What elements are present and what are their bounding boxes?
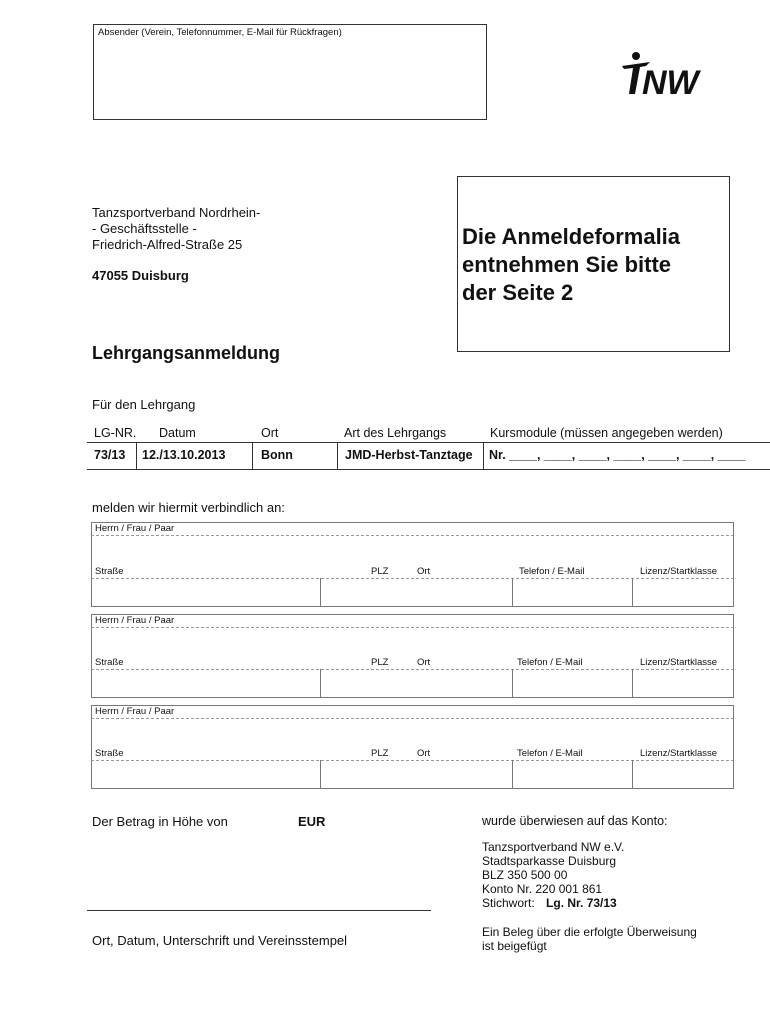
phone-field[interactable] <box>513 761 632 789</box>
street-label: Straße <box>95 566 124 577</box>
plz-label: PLZ <box>371 748 389 759</box>
ort-label: Ort <box>417 657 431 668</box>
sender-field-label: Absender (Verein, Telefonnummer, E-Mail für Rückfragen) <box>98 27 342 38</box>
receipt-note <box>482 925 697 953</box>
course-row <box>87 442 770 470</box>
person-field[interactable] <box>91 719 734 747</box>
bank-details <box>482 840 624 910</box>
course-header <box>87 426 770 442</box>
recipient-line: Friedrich-Alfred-Straße 25 <box>92 237 243 252</box>
header-lg-nr: LG-NR. <box>94 426 137 440</box>
bank-line: Konto Nr. 220 001 861 <box>482 882 603 896</box>
plz-label: PLZ <box>371 657 389 668</box>
phone-label: Telefon / E-Mail <box>517 657 583 668</box>
bank-line: Tanzsportverband NW e.V. <box>482 840 625 854</box>
transfer-label: wurde überwiesen auf das Konto: <box>482 814 668 828</box>
license-field[interactable] <box>633 670 734 698</box>
person-label: Herrn / Frau / Paar <box>95 615 175 626</box>
bank-line: Stadtsparkasse Duisburg <box>482 854 617 868</box>
course-datum: 12./13.10.2013 <box>142 448 226 462</box>
notice-line: entnehmen Sie bitte <box>462 252 672 277</box>
course-lg-nr: 73/13 <box>94 448 126 462</box>
license-label: Lizenz/Startklasse <box>640 748 718 759</box>
registration-block <box>91 614 734 698</box>
keyword-label: Stichwort: <box>482 896 535 910</box>
phone-field[interactable] <box>513 579 632 607</box>
person-label: Herrn / Frau / Paar <box>95 523 175 534</box>
license-label: Lizenz/Startklasse <box>640 657 718 668</box>
page-title: Lehrgangsanmeldung <box>92 343 281 363</box>
header-ort: Ort <box>261 426 279 440</box>
keyword-value: Lg. Nr. 73/13 <box>546 896 617 910</box>
plz-ort-field[interactable] <box>321 670 512 698</box>
notice-line: der Seite 2 <box>462 280 574 305</box>
currency-label: EUR <box>298 814 326 829</box>
course-art: JMD-Herbst-Tanztage <box>345 448 473 462</box>
bank-line: BLZ 350 500 00 <box>482 868 568 882</box>
person-field[interactable] <box>91 628 734 656</box>
tnw-logo <box>620 48 712 102</box>
street-label: Straße <box>95 657 124 668</box>
logo-text: NW <box>642 64 699 102</box>
street-field[interactable] <box>91 670 320 698</box>
street-field[interactable] <box>91 579 320 607</box>
header-datum: Datum <box>159 426 196 440</box>
notice-line: Die Anmeldeformalia <box>462 224 681 249</box>
street-field[interactable] <box>91 761 320 789</box>
license-field[interactable] <box>633 579 734 607</box>
ort-label: Ort <box>417 566 431 577</box>
sender-field[interactable] <box>93 24 487 120</box>
phone-label: Telefon / E-Mail <box>517 748 583 759</box>
registration-block <box>91 522 734 607</box>
recipient-line: - Geschäftsstelle - <box>92 221 197 236</box>
ort-label: Ort <box>417 748 431 759</box>
street-label: Straße <box>95 748 124 759</box>
phone-label: Telefon / E-Mail <box>519 566 585 577</box>
person-field[interactable] <box>91 536 734 566</box>
person-label: Herrn / Frau / Paar <box>95 706 175 717</box>
amount-label: Der Betrag in Höhe von <box>92 814 228 829</box>
register-text: melden wir hiermit verbindlich an: <box>92 500 285 515</box>
plz-label: PLZ <box>371 566 389 577</box>
license-field[interactable] <box>633 761 734 789</box>
recipient-city: 47055 Duisburg <box>92 268 189 283</box>
header-art: Art des Lehrgangs <box>344 426 447 440</box>
header-module: Kursmodule (müssen angegeben werden) <box>490 426 723 440</box>
recipient-line: Tanzsportverband Nordrhein- <box>92 205 261 220</box>
for-course-label: Für den Lehrgang <box>92 397 196 412</box>
notice-box <box>457 176 730 352</box>
signature-label: Ort, Datum, Unterschrift und Vereinsstempel <box>92 933 348 948</box>
license-label: Lizenz/Startklasse <box>640 566 718 577</box>
course-ort: Bonn <box>261 448 293 462</box>
plz-ort-field[interactable] <box>321 579 512 607</box>
course-module-field[interactable]: Nr. ____, ____, ____, ____, ____, ____, ____ <box>489 448 746 462</box>
receipt-line: ist beigefügt <box>482 939 547 953</box>
phone-field[interactable] <box>513 670 632 698</box>
recipient-address <box>92 205 260 284</box>
receipt-line: Ein Beleg über die erfolgte Überweisung <box>482 925 697 939</box>
amount-field[interactable] <box>241 810 301 830</box>
plz-ort-field[interactable] <box>321 761 512 789</box>
registration-block <box>91 705 734 789</box>
signature-line[interactable] <box>87 910 431 911</box>
